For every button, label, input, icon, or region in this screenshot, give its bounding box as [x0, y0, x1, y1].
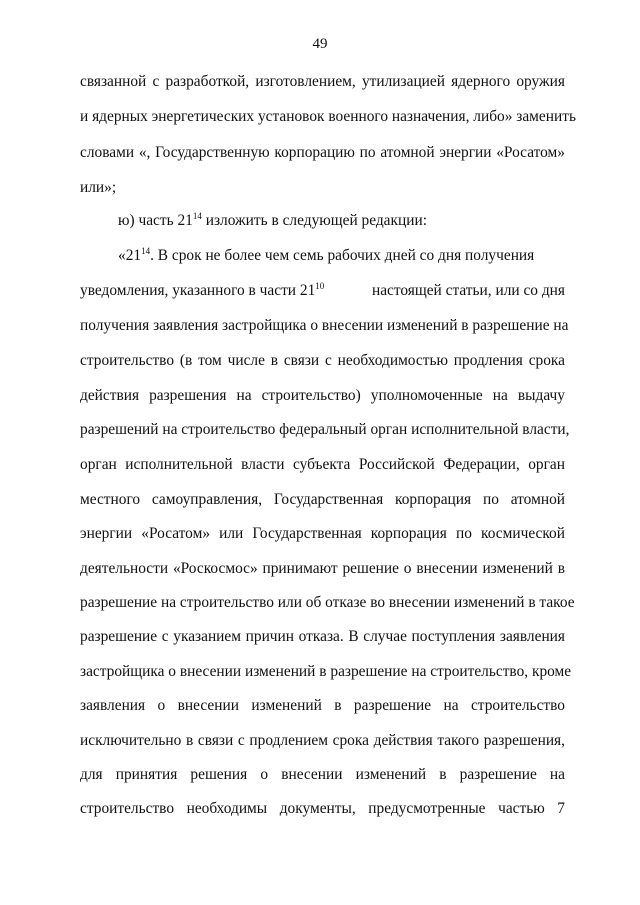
text-line: заявления о внесении изменений в разрешение на строительство — [80, 697, 565, 714]
text-fragment: изложить в следующей редакции: — [205, 212, 427, 229]
text-line: застройщика о внесении изменений в разрешение на строительство, кроме — [80, 663, 572, 680]
text-line: энергии «Росатом» или Государственная корпорация по космической — [80, 525, 565, 542]
text-line: разрешений на строительство федеральный орган исполнительной власти, — [80, 421, 570, 438]
superscript: 10 — [315, 281, 325, 291]
superscript: 14 — [141, 246, 151, 256]
superscript: 14 — [192, 211, 202, 221]
text-line: разрешение с указанием причин отказа. В случае поступления заявления — [80, 628, 565, 645]
text-line — [80, 281, 565, 301]
text-line: действия разрешения на строительство) уполномоченные на выдачу — [80, 387, 565, 404]
text-fragment: уведомления, указанного в части $21^{10}$ — [80, 281, 325, 299]
text-line: местного самоуправления, Государственная корпорация по атомной — [80, 491, 565, 508]
text-line: и ядерных энергетических установок военного назначения, либо» заменить — [80, 108, 576, 125]
text-fragment: «21 — [118, 247, 142, 264]
text-line-item-yu — [118, 211, 565, 231]
text-line: или»; — [80, 179, 117, 196]
text-fragment: настоящей статьи, или со дня — [371, 282, 565, 299]
text-line: получения заявления застройщика о внесении изменений в разрешение на — [80, 317, 569, 334]
text-line: орган исполнительной власти субъекта Российской Федерации, орган — [80, 456, 565, 473]
text-line: для принятия решения о внесении изменений в разрешение на — [80, 766, 565, 783]
text-line-para-start — [118, 246, 565, 266]
text-line: деятельности «Роскосмос» принимают решение о внесении изменений в — [80, 560, 565, 577]
text-line: разрешение на строительство или об отказе во внесении изменений в такое — [80, 594, 575, 611]
text-line: строительство (в том числе в связи с необходимостью продления срока — [80, 352, 565, 369]
text-line: исключительно в связи с продлением срока действия такого разрешения, — [80, 732, 565, 749]
text-fragment: ю) часть 21 — [118, 212, 193, 229]
text-fragment: . В срок не более чем семь рабочих дней со дня получения — [150, 247, 535, 264]
text-line: словами «, Государственную корпорацию по атомной энергии «Росатом» — [80, 144, 565, 161]
text-line: связанной с разработкой, изготовлением, утилизацией ядерного оружия — [80, 73, 565, 90]
text-line: строительство необходимы документы, предусмотренные частью 7 — [80, 800, 565, 817]
page-number: 49 — [312, 36, 328, 52]
